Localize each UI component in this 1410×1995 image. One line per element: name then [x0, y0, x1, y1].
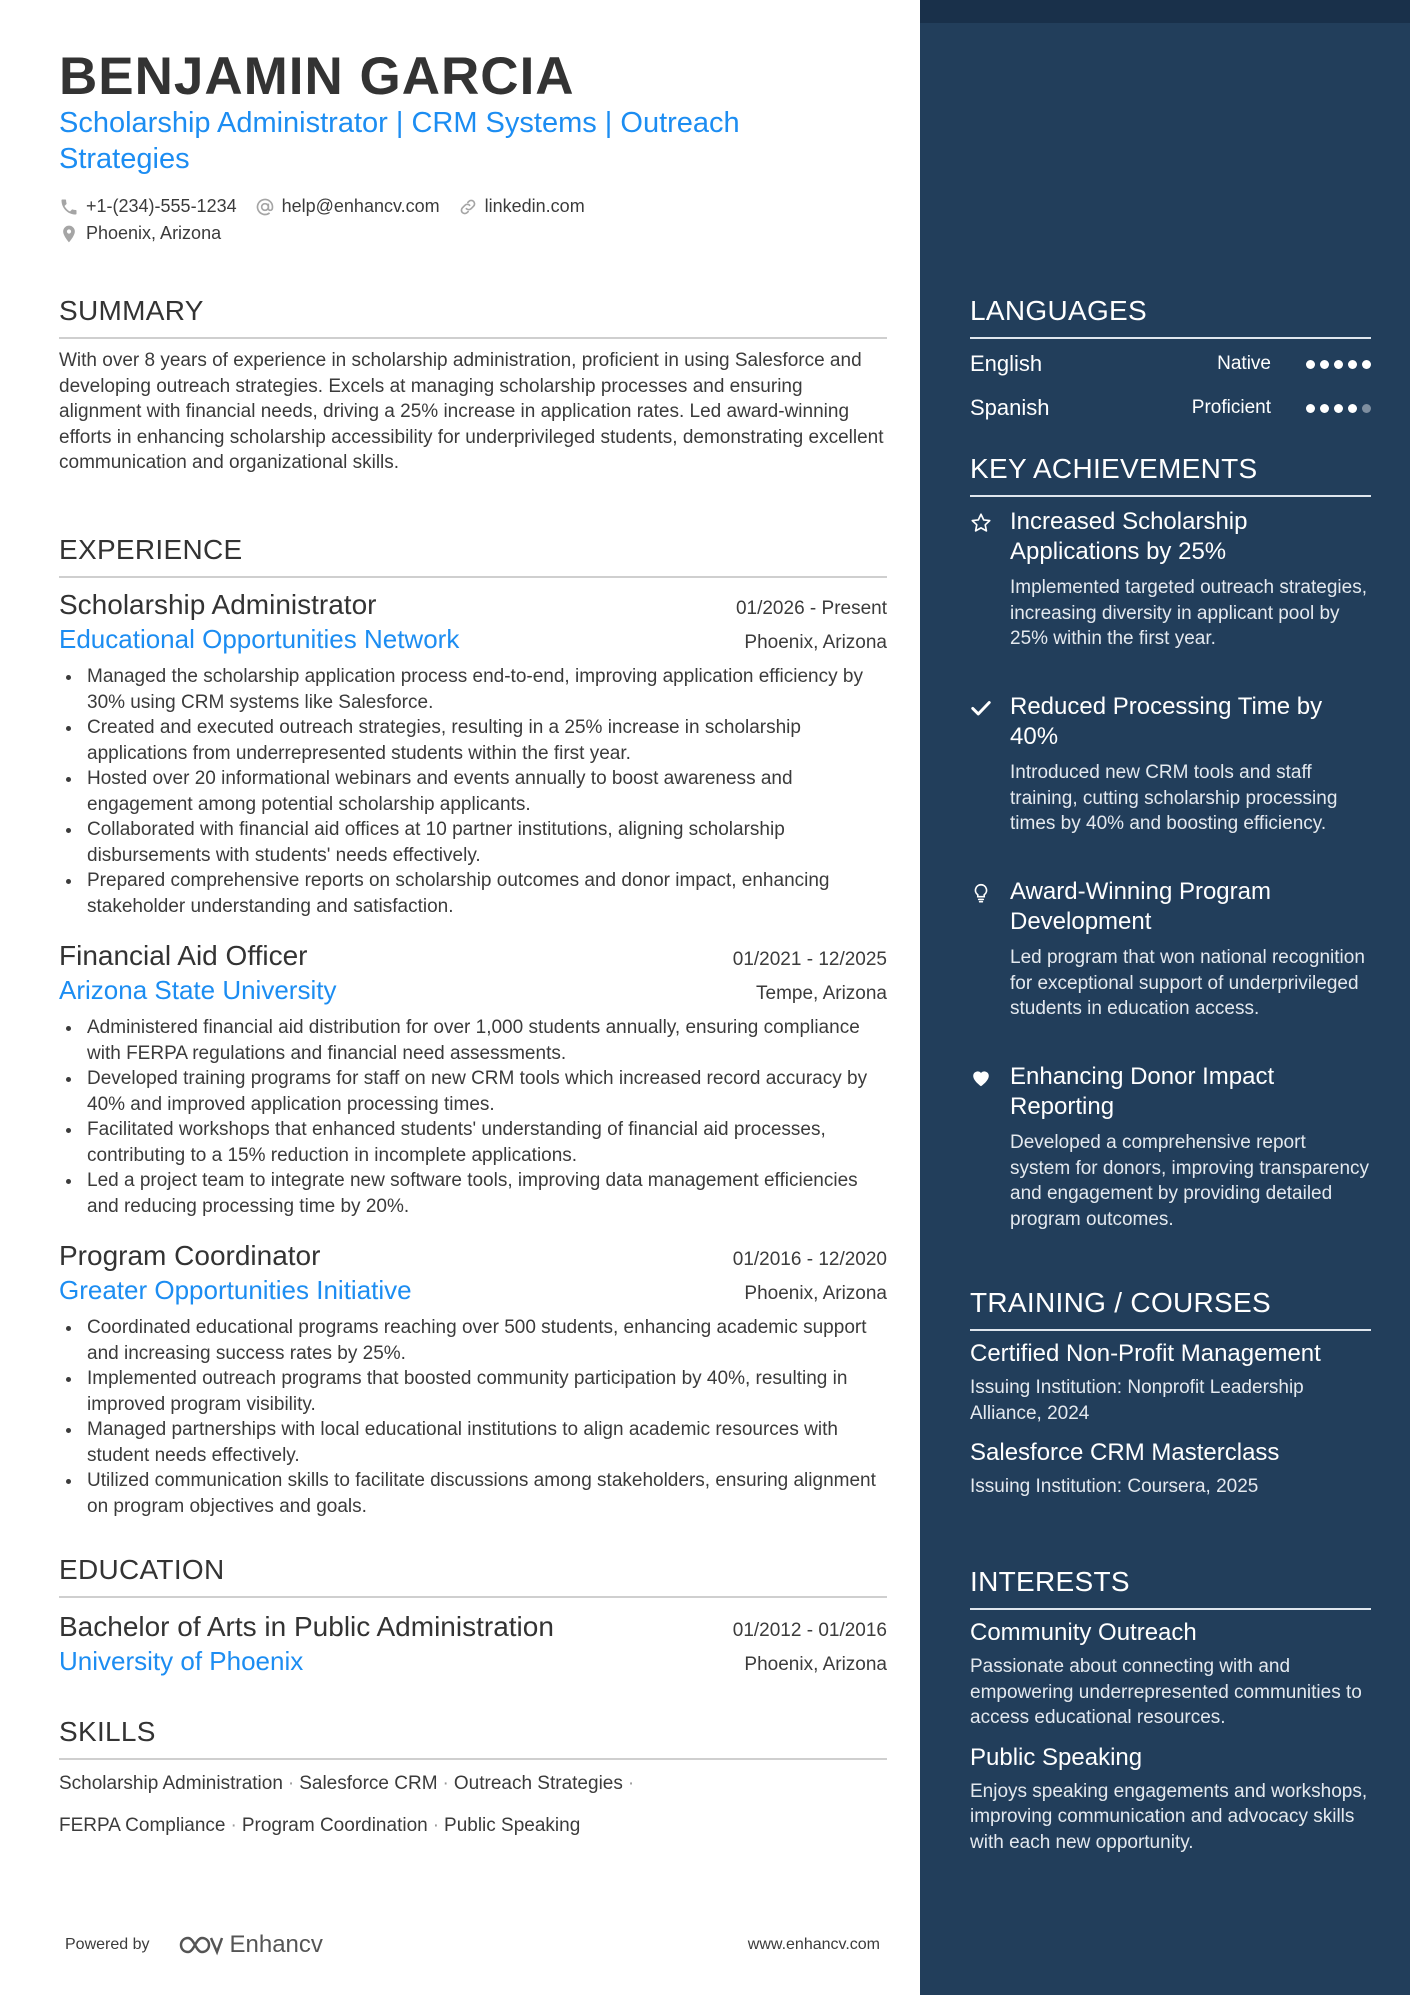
achievements-section: [970, 452, 1371, 497]
job-entry: [59, 939, 887, 1219]
bullet-item: Coordinated educational programs reaching over 500 students, enhancing academic support and increasing success rates by 25%.: [59, 1315, 887, 1366]
course-title: Salesforce CRM Masterclass: [970, 1439, 1280, 1466]
skill-item: Public Speaking: [444, 1815, 581, 1836]
achievement-item: [970, 877, 1371, 1022]
course-desc: Issuing Institution: Nonprofit Leadership Alliance, 2024: [970, 1377, 1304, 1424]
heart-icon: [970, 1067, 992, 1089]
job-bullets: [59, 1015, 887, 1219]
website-text: linkedin.com: [484, 196, 585, 216]
candidate-subtitle: Scholarship Administrator | CRM Systems | Outreach Strategies: [59, 107, 740, 175]
interest-title: Community Outreach: [970, 1619, 1197, 1646]
bullet-item: Facilitated workshops that enhanced students' understanding of financial aid processes, contributing to a 15% reduction in incomplete applications.: [59, 1117, 887, 1168]
rating-dot: [1306, 360, 1315, 369]
achievement-title: Increased Scholarship Applications by 25%: [1010, 508, 1248, 565]
rating-dot: [1348, 360, 1357, 369]
link-icon: [458, 197, 478, 217]
course-title: Certified Non-Profit Management: [970, 1340, 1321, 1367]
interest-desc: Enjoys speaking engagements and workshops, improving communication and advocacy skills with each new opportunity.: [970, 1780, 1368, 1853]
job-title: Program Coordinator: [59, 1240, 321, 1271]
languages-title: LANGUAGES: [970, 294, 1371, 339]
bullet-item: Utilized communication skills to facilitate discussions among stakeholders, ensuring alignment on program objectives and goals.: [59, 1468, 887, 1519]
education-section: [59, 1553, 887, 1598]
rating-dot: [1320, 404, 1329, 413]
achievement-title: Award-Winning Program Development: [1010, 878, 1271, 935]
language-name: English: [970, 351, 1043, 376]
school-name[interactable]: University of Phoenix: [59, 1646, 304, 1676]
rating-dot: [1334, 360, 1343, 369]
job-bullets: [59, 664, 887, 919]
job-title: Scholarship Administrator: [59, 589, 377, 620]
skill-item: Program Coordination: [241, 1815, 428, 1836]
skill-separator: ·: [627, 1773, 635, 1794]
sidebar-top-band: [920, 0, 1410, 23]
location-text: Phoenix, Arizona: [86, 223, 222, 243]
interest-title: Public Speaking: [970, 1743, 1143, 1771]
contact-info: [59, 193, 887, 247]
job-entry: [59, 1239, 887, 1519]
check-icon: [970, 697, 992, 719]
language-rating: [1301, 404, 1371, 413]
summary-section: [59, 294, 887, 476]
email-text: help@enhancv.com: [281, 196, 440, 216]
bullet-item: Prepared comprehensive reports on scholarship outcomes and donor impact, enhancing stakeholder understanding and satisfaction.: [59, 868, 887, 919]
bullet-item: Developed training programs for staff on new CRM tools which increased record accuracy by 40% and improved application processing times.: [59, 1066, 887, 1117]
at-icon: [255, 197, 275, 217]
phone-contact[interactable]: [59, 196, 237, 217]
skills-section: [59, 1715, 887, 1847]
achievement-title: Reduced Processing Time by 40%: [1010, 693, 1323, 750]
training-section: [970, 1286, 1371, 1500]
training-item: [970, 1438, 1371, 1500]
skills-line: [59, 1805, 887, 1847]
brand-name: Enhancv: [229, 1931, 323, 1958]
education-dates: 01/2012 - 01/2016: [732, 1620, 887, 1641]
achievement-item: [970, 692, 1371, 837]
interest-item: [970, 1618, 1371, 1731]
achievement-desc: Implemented targeted outreach strategies, increasing diversity in applicant pool by 25% within the first year.: [1010, 577, 1367, 649]
rating-dot: [1362, 404, 1371, 413]
achievement-title: Enhancing Donor Impact Reporting: [1010, 1063, 1275, 1120]
skill-item: FERPA Compliance: [59, 1815, 226, 1836]
skill-separator: ·: [442, 1773, 449, 1794]
interest-item: [970, 1743, 1371, 1856]
phone-text: +1-(234)-555-1234: [86, 196, 237, 216]
bullet-item: Managed the scholarship application process end-to-end, improving application efficiency by 30% using CRM systems like Salesforce.: [59, 664, 887, 715]
languages-section: [970, 294, 1371, 430]
rating-dot: [1334, 404, 1343, 413]
job-dates: 01/2016 - 12/2020: [732, 1249, 887, 1270]
website-contact[interactable]: [458, 196, 585, 217]
job-location: Tempe, Arizona: [756, 983, 887, 1004]
achievement-item: [970, 1062, 1371, 1232]
summary-title: SUMMARY: [59, 294, 887, 339]
training-title: TRAINING / COURSES: [970, 1286, 1371, 1331]
skill-separator: ·: [432, 1815, 440, 1836]
rating-dot: [1348, 404, 1357, 413]
powered-by-text: Powered by: [65, 1936, 150, 1953]
footer-url[interactable]: www.enhancv.com: [747, 1936, 880, 1953]
company-name[interactable]: Arizona State University: [59, 975, 337, 1005]
degree-title: Bachelor of Arts in Public Administration: [59, 1611, 554, 1642]
job-location: Phoenix, Arizona: [744, 1283, 887, 1304]
job-title: Financial Aid Officer: [59, 940, 308, 971]
skills-line: [59, 1763, 887, 1805]
achievement-desc: Led program that won national recognition for exceptional support of underprivileged students in education access.: [1010, 947, 1365, 1019]
education-title: EDUCATION: [59, 1553, 887, 1598]
bullet-item: Led a project team to integrate new software tools, improving data management efficiencies and reducing processing time by 20%.: [59, 1168, 887, 1219]
achievement-desc: Introduced new CRM tools and staff training, cutting scholarship processing times by 40% and boosting efficiency.: [1010, 762, 1338, 834]
enhancv-logo[interactable]: [178, 1931, 323, 1959]
rating-dot: [1362, 360, 1371, 369]
rating-dot: [1320, 360, 1329, 369]
company-name[interactable]: Educational Opportunities Network: [59, 624, 460, 654]
company-name[interactable]: Greater Opportunities Initiative: [59, 1275, 412, 1305]
star-icon: [970, 512, 992, 534]
sidebar: [920, 0, 1410, 1995]
bullet-item: Administered financial aid distribution for over 1,000 students annually, ensuring compliance with FERPA regulations and financial need assessments.: [59, 1015, 887, 1066]
course-desc: Issuing Institution: Coursera, 2025: [970, 1476, 1259, 1497]
language-name: Spanish: [970, 395, 1050, 420]
map-pin-icon: [59, 224, 79, 244]
enhancv-logo-icon: [178, 1933, 224, 1957]
job-dates: 01/2026 - Present: [735, 598, 887, 619]
bullet-item: Implemented outreach programs that boosted community participation by 40%, resulting in improved program visibility.: [59, 1366, 887, 1417]
achievement-item: [970, 507, 1371, 652]
interest-desc: Passionate about connecting with and empowering underrepresented communities to access educational resources.: [970, 1656, 1362, 1728]
interests-title: INTERESTS: [970, 1565, 1371, 1610]
job-location: Phoenix, Arizona: [744, 632, 887, 653]
job-dates: 01/2021 - 12/2025: [732, 949, 887, 970]
skill-item: Scholarship Administration: [59, 1773, 283, 1794]
footer-brand: [65, 1931, 323, 1959]
education-location: Phoenix, Arizona: [744, 1654, 887, 1675]
language-level: Native: [1217, 353, 1271, 374]
location-contact: [59, 223, 221, 244]
bullet-item: Collaborated with financial aid offices at 10 partner institutions, aligning scholarship disbursements with students' needs effectively.: [59, 817, 887, 868]
skill-item: Salesforce CRM: [299, 1773, 438, 1794]
bullet-item: Hosted over 20 informational webinars and events annually to boost awareness and engagement among potential scholarship applicants.: [59, 766, 887, 817]
achievement-desc: Developed a comprehensive report system for donors, improving transparency and engagement by providing detailed program outcomes.: [1010, 1132, 1370, 1230]
job-bullets: [59, 1315, 887, 1519]
language-rating: [1301, 360, 1371, 369]
skill-separator: ·: [287, 1773, 295, 1794]
language-row: [970, 342, 1371, 386]
bullet-item: Managed partnerships with local educational institutions to align academic resources with student needs effectively.: [59, 1417, 887, 1468]
skill-separator: ·: [230, 1815, 237, 1836]
achievements-list: [970, 507, 1371, 1267]
bullet-item: Created and executed outreach strategies, resulting in a 25% increase in scholarship applications from underrepresented students within the first year.: [59, 715, 887, 766]
achievements-title: KEY ACHIEVEMENTS: [970, 452, 1371, 497]
summary-text: With over 8 years of experience in scholarship administration, proficient in using Salesforce and developing outreach strategies. Excels at managing scholarship processes and ensuring alignment with financial needs, driving a 25% increase in application rates. Led award-winning efforts in enhancing scholarship accessibility for underprivileged students, demonstrating excellent communication and organizational skills.: [59, 350, 884, 473]
rating-dot: [1306, 404, 1315, 413]
experience-section: [59, 533, 887, 578]
footer: [65, 1930, 880, 1960]
job-entry: [59, 588, 887, 919]
skills-title: SKILLS: [59, 1715, 887, 1760]
skill-item: Outreach Strategies: [453, 1773, 623, 1794]
phone-icon: [59, 197, 79, 217]
language-level: Proficient: [1191, 397, 1271, 418]
candidate-name: BENJAMIN GARCIA: [59, 47, 575, 106]
experience-title: EXPERIENCE: [59, 533, 887, 578]
education-entry: [59, 1610, 887, 1678]
training-item: [970, 1339, 1371, 1426]
lightbulb-icon: [970, 882, 992, 904]
language-row: [970, 386, 1371, 430]
email-contact[interactable]: [255, 196, 440, 217]
interests-section: [970, 1565, 1371, 1855]
